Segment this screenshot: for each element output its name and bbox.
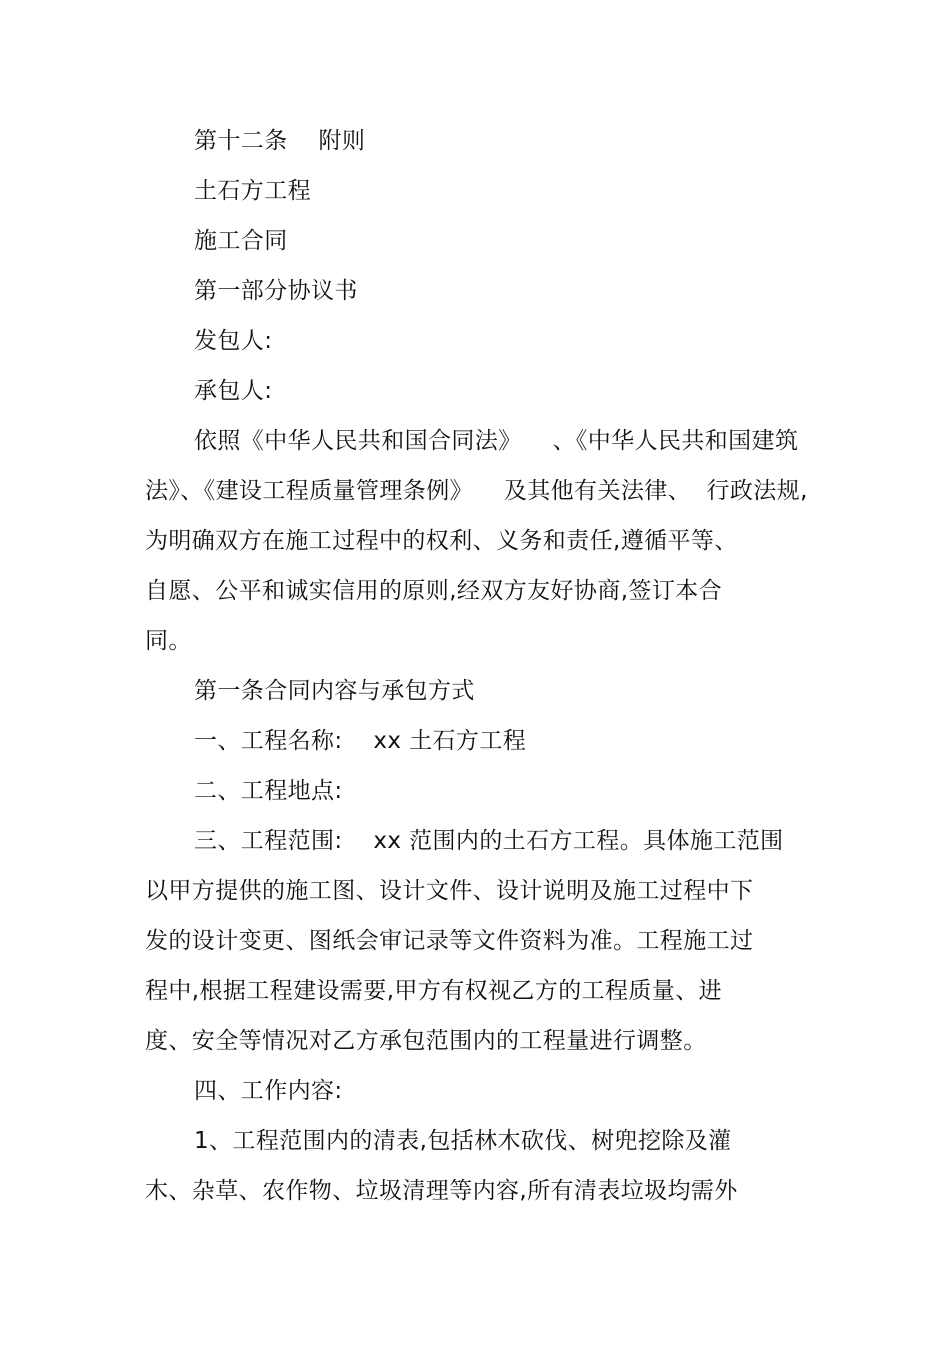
title-line-2: 施工合同 [194, 228, 288, 254]
work-content-line: 1、工程范围内的清表,包括林木砍伐、树兜挖除及灌 [194, 1128, 732, 1154]
work-content-heading: 四、工作内容: [194, 1078, 343, 1104]
project-location-item: 二、工程地点: [194, 778, 343, 804]
project-scope-line: 三、工程范围: xx 范围内的土石方工程。具体施工范围 [194, 828, 784, 854]
project-scope-line: 度、安全等情况对乙方承包范围内的工程量进行调整。 [145, 1028, 707, 1054]
project-name-item: 一、工程名称: xx 土石方工程 [194, 728, 527, 754]
article-12-heading: 第十二条 附则 [194, 128, 366, 154]
contractor-field: 承包人: [194, 378, 273, 404]
preamble-line: 依照《中华人民共和国合同法》 、《中华人民共和国建筑 [194, 428, 799, 454]
preamble-line: 同。 [145, 628, 192, 654]
title-line-1: 土石方工程 [194, 178, 311, 204]
article-1-heading: 第一条合同内容与承包方式 [194, 678, 475, 704]
project-scope-line: 程中,根据工程建设需要,甲方有权视乙方的工程质量、进 [145, 978, 723, 1004]
preamble-line: 为明确双方在施工过程中的权利、义务和责任,遵循平等、 [145, 528, 738, 554]
project-scope-line: 以甲方提供的施工图、设计文件、设计说明及施工过程中下 [145, 878, 754, 904]
employer-field: 发包人: [194, 328, 273, 354]
work-content-line: 木、杂草、农作物、垃圾清理等内容,所有清表垃圾均需外 [145, 1178, 738, 1204]
part-one-heading: 第一部分协议书 [194, 278, 358, 304]
preamble-line: 自愿、公平和诚实信用的原则,经双方友好协商,签订本合 [145, 578, 723, 604]
preamble-line: 法》、《建设工程质量管理条例》 及其他有关法律、 行政法规, [145, 478, 808, 504]
project-scope-line: 发的设计变更、图纸会审记录等文件资料为准。工程施工过 [145, 928, 754, 954]
